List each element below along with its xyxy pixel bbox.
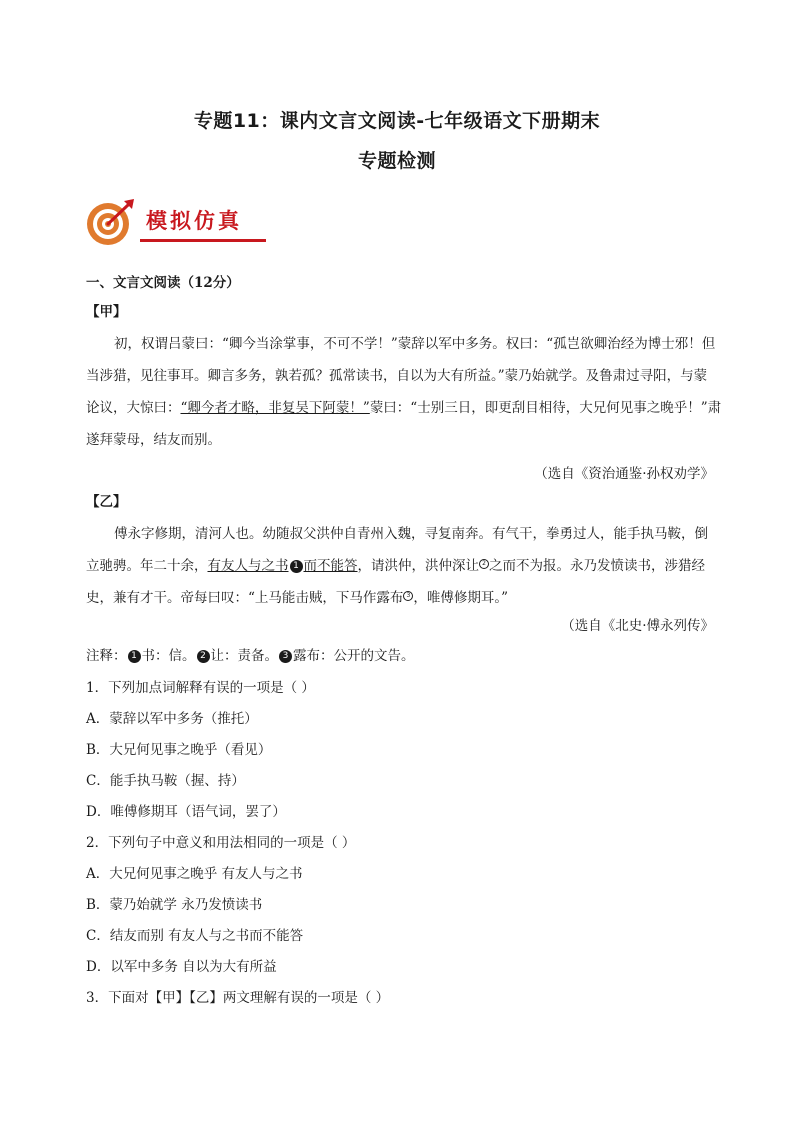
passage-yi-text: 立驰骋。年二十余， (86, 558, 208, 574)
banner-underline (140, 239, 266, 242)
underlined-text: 有友人与之书 (207, 558, 289, 574)
passage-yi-line (86, 588, 726, 608)
passage-jia-source: （选自《资治通鉴·孙权劝学》 (534, 466, 714, 482)
question-option[interactable]: C．能手执马鞍（握、持） (86, 773, 245, 789)
question-option[interactable]: A．大兄何见事之晚乎 有友人与之书 (86, 866, 303, 882)
question-option[interactable]: D．唯傅修期耳（语气词，罢了） (86, 804, 286, 820)
question-stem: 2．下列句子中意义和用法相同的一项是（ ） (86, 835, 356, 851)
passage-yi-source: （选自《北史·傅永列传》 (561, 618, 714, 634)
note-2: 让：责备。 (210, 648, 278, 664)
note-mark-3: 3 (279, 650, 292, 663)
passage-yi-text: 史，兼有才干。帝每曰叹：“上马能击贼，下马作露布 (86, 590, 404, 606)
passage-yi-text: 之而不为报。永乃发愤读书，涉猎经 (489, 558, 705, 574)
question-option[interactable]: A．蒙辞以军中多务（推托） (86, 711, 258, 727)
banner-label: 模拟仿真 (146, 209, 242, 233)
target-icon (84, 197, 140, 247)
passage-jia-line (86, 398, 726, 418)
note-3: 露布：公开的文告。 (293, 648, 415, 664)
underlined-phrase (208, 558, 358, 574)
note-mark-2: 2 (197, 650, 210, 663)
notes-prefix: 注释： (86, 648, 127, 664)
footnote-mark-3: 3 (403, 591, 413, 601)
note-1: 书：信。 (141, 648, 196, 664)
passage-yi-line (86, 556, 726, 576)
page-subtitle: 专题检测 (357, 150, 436, 172)
footnote-mark-1: 1 (290, 560, 303, 573)
notes-line (86, 646, 726, 666)
note-mark-1: 1 (128, 650, 141, 663)
question-stem: 1．下列加点词解释有误的一项是（ ） (86, 680, 315, 696)
passage-yi-line: 傅永字修期，清河人也。幼随叔父洪仲自青州入魏，寻复南奔。有气干，拳勇过人，能手执马鞍，倒 (114, 526, 708, 542)
passage-jia-line: 当涉猎，见往事耳。卿言多务，孰若孤？孤常读书，自以为大有所益。”蒙乃始就学。及鲁肃过寻阳，与蒙 (86, 368, 708, 384)
question-option[interactable]: B．蒙乃始就学 永乃发愤读书 (86, 897, 263, 913)
question-option[interactable]: C．结友而别 有友人与之书而不能答 (86, 928, 304, 944)
passage-yi-tag: 【乙】 (86, 494, 127, 510)
passage-yi-text: ，唯傅修期耳。” (413, 590, 509, 606)
section-banner (84, 197, 268, 249)
passage-jia-line: 初，权谓吕蒙曰：“卿今当涂掌事，不可不学！”蒙辞以军中多务。权曰：“孤岂欲卿治经为博士邪！但 (114, 336, 716, 352)
passage-jia-text: 蒙曰：“士别三日，即更刮目相待，大兄何见事之晚乎！”肃 (369, 400, 722, 416)
section-heading: 一、文言文阅读（12分） (86, 275, 240, 291)
passage-yi-text: ，请洪仲，洪仲深让 (357, 558, 479, 574)
passage-jia-line: 遂拜蒙母，结友而别。 (86, 432, 221, 448)
underlined-text: 而不能答 (303, 558, 358, 574)
passage-jia-tag: 【甲】 (86, 304, 127, 320)
footnote-mark-2: 2 (479, 559, 489, 569)
question-stem: 3．下面对【甲】【乙】两文理解有误的一项是（ ） (86, 990, 390, 1006)
underlined-quote: “卿今者才略，非复吴下阿蒙！” (180, 400, 370, 416)
question-option[interactable]: B．大兄何见事之晚乎（看见） (86, 742, 272, 758)
page-title: 专题11：课内文言文阅读-七年级语文下册期末 (193, 110, 601, 132)
passage-jia-text: 论议，大惊曰： (86, 400, 181, 416)
question-option[interactable]: D．以军中多务 自以为大有所益 (86, 959, 277, 975)
